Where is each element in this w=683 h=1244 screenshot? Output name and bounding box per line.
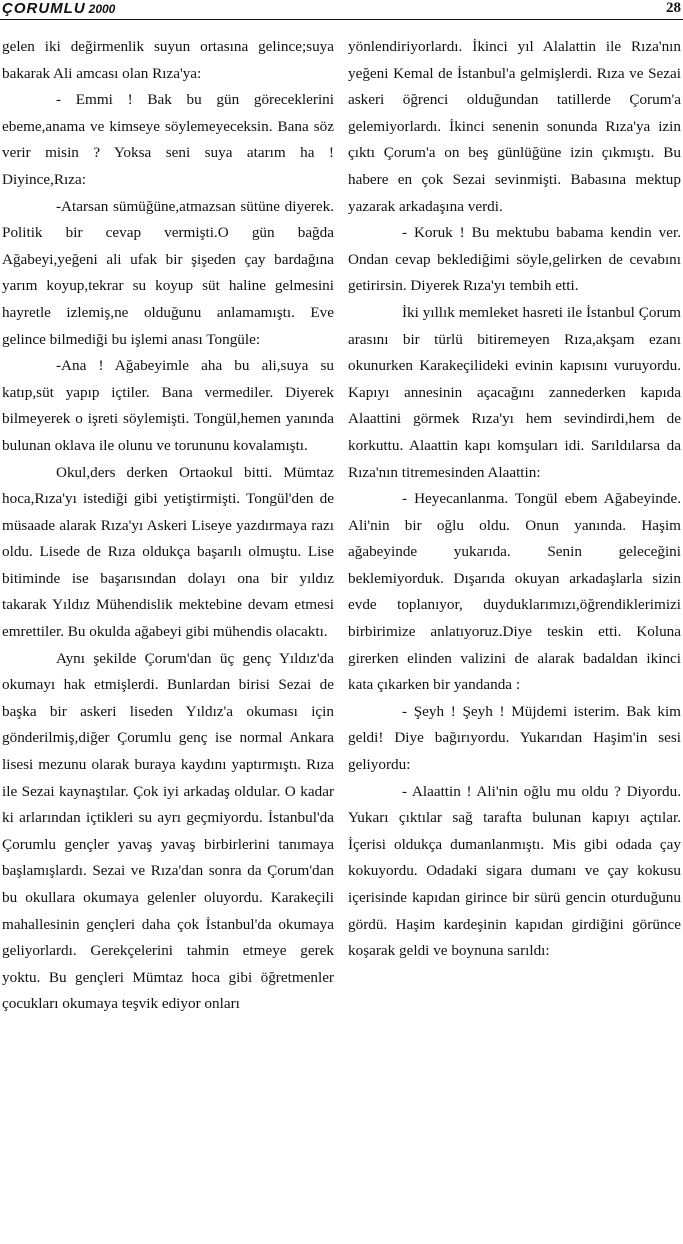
header-rule: [0, 19, 683, 20]
paragraph: yönlendiriyorlardı. İkinci yıl Alalattin ile Rıza'nın yeğeni Kemal de İstanbul'a gelmişlerdi. Rıza ve Sezai askeri öğrenci olduğundan tatillerde Çorum'a gelemiyorlardı. İkinci senenin sonunda Rıza'ya izin çıktı Çorum'a on beş günlüğüne izin çıkmıştı. Bu habere en çok Sezai sevinmişti. Babasına mektup yazarak arkadaşına verdi.: [348, 38, 681, 215]
page-number: 28: [666, 0, 681, 16]
page-header: [0, 0, 683, 22]
paragraph: - Koruk ! Bu mektubu babama kendin ver. Ondan cevap beklediğimi söyle,gelirken de cevabını getirirsin. Diyerek Rıza'yı tembih etti.: [348, 224, 681, 295]
right-column: [348, 34, 681, 965]
paragraph: Aynı şekilde Çorum'dan üç genç Yıldız'da okumayı hak etmişlerdi. Bunlardan birisi Sezai de başka bir askeri liseden Yıldız'a okuması için gönderilmiş,diğer Çorumlu genç ise normal Ankara lisesi mezunu olarak buraya kaydını yaptırmıştı. Rıza ile Sezai kaynaştılar. Çok iyi arkadaş oldular. O kadar ki arlarından içtikleri su ayrı geçmiyordu. İstanbul'da Çorumlu gençler yavaş yavaş birbirlerini tanımaya başlamışlardı. Sezai ve Rıza'dan sonra da Çorum'dan bu okullara okumaya gelenler oluyordu. Karakeçili mahallesinin gençleri daha çok İstanbul'da okumaya geliyorlardı. Gerekçelerini tahmin etmeye gerek yoktu. Bu gençleri Mümtaz hoca gibi öğretmenler çocukları okumaya teşvik ediyor onları: [2, 649, 334, 1013]
magazine-year: 2000: [88, 2, 116, 16]
paragraph: -Ana ! Ağabeyimle aha bu ali,suya su katıp,süt yapıp içtiler. Bana vermediler. Diyerek bilmeyerek o işreti söylemişti. Tongül,hemen yanında bulunan oklava ile olunu ve torununu kovalamıştı.: [2, 357, 334, 454]
paragraph: - Emmi ! Bak bu gün göreceklerini ebeme,anama ve kimseye söylemeyeceksin. Bana söz verir misin ? Yoksa seni suya atarım ha ! Diyince,Rıza:: [2, 91, 334, 188]
magazine-logo: [2, 0, 115, 17]
paragraph: -Atarsan sümüğüne,atmazsan sütüne diyerek. Politik bir cevap vermişti.O gün bağda Ağabeyi,yeğeni ali ufak bir şişeden çay bardağına yarım koyup,tekrar su koyup süt haline gelmesini hayretle izlemiş,ne olduğunu anlamamıştı. Eve gelince bilmediği bu işlemi anası Tongüle:: [2, 197, 334, 348]
left-column: [2, 34, 334, 1018]
paragraph: Okul,ders derken Ortaokul bitti. Mümtaz hoca,Rıza'yı istediği gibi yetiştirmişti. Tongül'den de müsaade alarak Rıza'yı Askeri Liseye yazdırmaya razı oldu. Lisede de Rıza oldukça başarılı olmuştu. Lise bitiminde ise başarısından dolayı ona bir yıldız takarak Yıldız Mühendislik mektebine devam etmesi emrettiler. Bu okulda ağabeyi gibi mühendis olacaktı.: [2, 463, 334, 641]
paragraph: - Şeyh ! Şeyh ! Müjdemi isterim. Bak kim geldi! Diye bağırıyordu. Yukarıdan Haşim'in sesi geliyordu:: [348, 702, 681, 774]
paragraph: - Alaattin ! Ali'nin oğlu mu oldu ? Diyordu. Yukarı çıktılar sağ tarafta bulunan kapıyı açtılar. İçerisi oldukça dumanlanmıştı. Mis gibi odada çay kokuyordu. Odadaki sigara dumanı ve çay kokusu içerisinde kapıdan girince bir sürü gencin oturduğunu gördü. Haşim kardeşinin kapıdan girdiğini görünce koşarak geldi ve boynuna sarıldı:: [348, 782, 681, 960]
magazine-title: ÇORUMLU: [2, 0, 86, 17]
paragraph: - Heyecanlanma. Tongül ebem Ağabeyinde. Ali'nin bir oğlu oldu. Onun yanında. Haşim ağabeyinde yukarıda. Senin geleceğini beklemiyorduk. Dışarıda okuyan arkadaşlarla sizin evde toplanıyor, duyduklarımızı,öğrendiklerimizi birbirimize anlatıyoruz.Diye teskin etti. Koluna girerken elinden valizini de alarak badaldan ikinci kata çıkarken bir yandanda :: [348, 490, 681, 694]
paragraph: gelen iki değirmenlik suyun ortasına gelince;suya bakarak Ali amcası olan Rıza'ya:: [2, 38, 334, 82]
paragraph: İki yıllık memleket hasreti ile İstanbul Çorum arasını bir türlü bitiremeyen Rıza,akşam ezanı okunurken Karakeçilideki evinin kapısını vuruyordu. Kapıyı annesinin açacağını zannederken kapıda Alaattini görmek Rıza'yı hem sevindirdi,hem de korkuttu. Alaattin kapı komşuları idi. Sarıldılarsa da Rıza'nın titremesinden Alaattin:: [348, 303, 681, 481]
